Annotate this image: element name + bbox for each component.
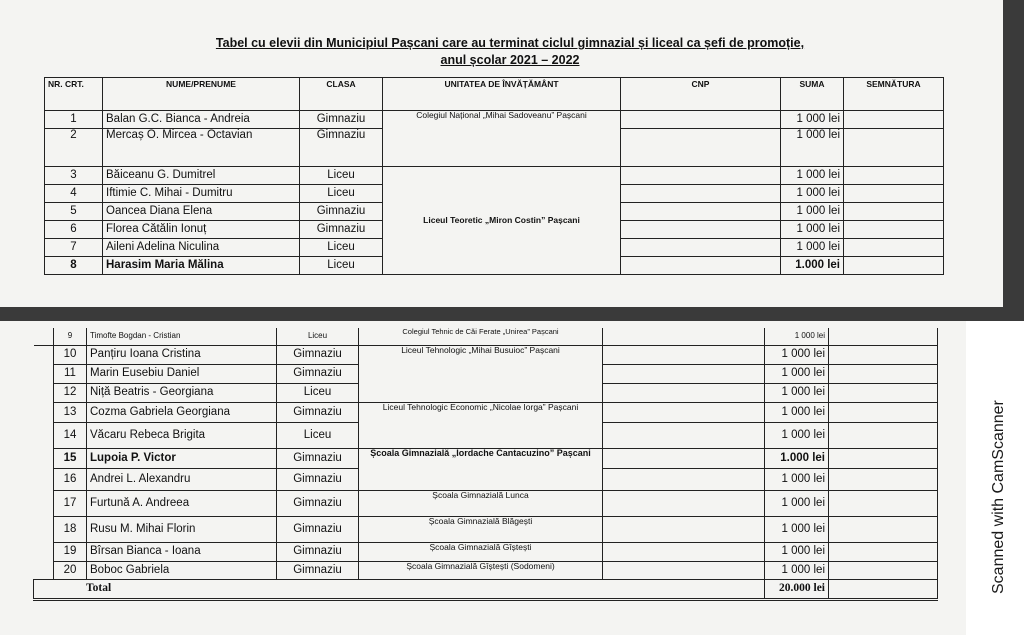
- row-suma: 1 000 lei: [781, 111, 844, 129]
- row-cnp: [621, 111, 781, 129]
- row-nr: 10: [54, 345, 87, 364]
- table-row: [34, 490, 938, 516]
- row-semnatura: [829, 402, 938, 422]
- row-clasa: Gimnaziu: [277, 561, 359, 579]
- document-subtitle: anul școlar 2021 – 2022: [440, 53, 580, 67]
- row-name: Niță Beatris - Georgiana: [87, 383, 277, 402]
- row-nr: 20: [54, 561, 87, 579]
- row-clasa: Gimnaziu: [300, 129, 383, 167]
- row-nr: 16: [54, 468, 87, 490]
- table-row: [34, 448, 938, 468]
- row-suma: 1 000 lei: [781, 185, 844, 203]
- row-semnatura: [844, 203, 944, 221]
- row-suma: 1 000 lei: [781, 221, 844, 239]
- row-suma: 1.000 lei: [765, 448, 829, 468]
- row-semnatura: [844, 129, 944, 167]
- row-cnp: [621, 221, 781, 239]
- row-suma: 1 000 lei: [765, 402, 829, 422]
- row-suma: 1 000 lei: [765, 328, 829, 345]
- row-cnp: [603, 468, 765, 490]
- row-nr: 11: [54, 364, 87, 383]
- row-name: Panțiru Ioana Cristina: [87, 345, 277, 364]
- table-row: [45, 111, 944, 129]
- row-semnatura: [844, 111, 944, 129]
- row-clasa: Gimnaziu: [277, 345, 359, 364]
- row-nr: 17: [54, 490, 87, 516]
- row-nr: 4: [45, 185, 103, 203]
- row-school: Liceul Tehnologic „Mihai Busuioc” Pașcani: [359, 345, 603, 402]
- header-cnp: CNP: [621, 78, 781, 111]
- row-name: Iftimie C. Mihai - Dumitru: [103, 185, 300, 203]
- row-clasa: Liceu: [300, 167, 383, 185]
- row-name: Timofte Bogdan - Cristian: [87, 328, 277, 345]
- table-row: [45, 167, 944, 185]
- row-cnp: [603, 402, 765, 422]
- row-clasa: Gimnaziu: [300, 221, 383, 239]
- row-suma: 1 000 lei: [765, 422, 829, 448]
- header-nr: NR. CRT.: [45, 78, 103, 111]
- row-cnp: [603, 542, 765, 561]
- row-clasa: Liceu: [300, 257, 383, 275]
- row-name: Rusu M. Mihai Florin: [87, 516, 277, 542]
- table-row-partial: [34, 328, 938, 345]
- row-name: Marin Eusebiu Daniel: [87, 364, 277, 383]
- row-name: Băiceanu G. Dumitrel: [103, 167, 300, 185]
- row-cnp: [603, 364, 765, 383]
- row-clasa: Liceu: [277, 422, 359, 448]
- row-suma: 1 000 lei: [765, 364, 829, 383]
- row-semnatura: [829, 345, 938, 364]
- row-name: Mercaș O. Mircea - Octavian: [103, 129, 300, 167]
- row-suma: 1.000 lei: [781, 257, 844, 275]
- table-row: [34, 345, 938, 364]
- row-name: Cozma Gabriela Georgiana: [87, 402, 277, 422]
- row-name: Balan G.C. Bianca - Andreia: [103, 111, 300, 129]
- row-cnp: [603, 561, 765, 579]
- row-school: Liceul Tehnologic Economic „Nicolae Iorga” Pașcani: [359, 402, 603, 448]
- row-school: Școala Gimnazială Gîștești: [359, 542, 603, 561]
- header-name: NUME/PRENUME: [103, 78, 300, 111]
- row-clasa: Gimnaziu: [277, 468, 359, 490]
- row-name: Furtună A. Andreea: [87, 490, 277, 516]
- row-nr: 12: [54, 383, 87, 402]
- row-clasa: Liceu: [277, 328, 359, 345]
- row-nr: 5: [45, 203, 103, 221]
- row-clasa: Gimnaziu: [277, 542, 359, 561]
- row-nr: 13: [54, 402, 87, 422]
- header-semnatura: SEMNĂTURA: [844, 78, 944, 111]
- row-name: Andrei L. Alexandru: [87, 468, 277, 490]
- row-semnatura: [844, 167, 944, 185]
- row-name: Harasim Maria Mălina: [103, 257, 300, 275]
- row-nr: 8: [45, 257, 103, 275]
- row-cnp: [603, 490, 765, 516]
- row-suma: 1 000 lei: [781, 129, 844, 167]
- students-table-top: [44, 77, 944, 275]
- row-cnp: [621, 167, 781, 185]
- row-semnatura: [829, 383, 938, 402]
- row-semnatura: [829, 468, 938, 490]
- row-semnatura: [844, 257, 944, 275]
- row-suma: 1 000 lei: [765, 561, 829, 579]
- header-suma: SUMA: [781, 78, 844, 111]
- row-nr: 19: [54, 542, 87, 561]
- header-unitate: UNITATEA DE ÎNVĂȚĂMÂNT: [383, 78, 621, 111]
- row-cnp: [621, 203, 781, 221]
- row-semnatura: [844, 185, 944, 203]
- row-suma: 1 000 lei: [781, 203, 844, 221]
- row-clasa: Gimnaziu: [277, 364, 359, 383]
- table-row: [34, 402, 938, 422]
- total-value: 20.000 lei: [765, 579, 829, 599]
- row-name: Oancea Diana Elena: [103, 203, 300, 221]
- row-school: Liceul Teoretic „Miron Costin” Pașcani: [383, 167, 621, 275]
- row-cnp: [621, 129, 781, 167]
- header-clasa: CLASA: [300, 78, 383, 111]
- row-suma: 1 000 lei: [765, 542, 829, 561]
- row-cnp: [603, 383, 765, 402]
- row-nr: 2: [45, 129, 103, 167]
- page-bottom: [0, 321, 966, 635]
- table-row: [34, 542, 938, 561]
- row-suma: 1 000 lei: [781, 239, 844, 257]
- row-school: Școala Gimnazială Gîștești (Sodomeni): [359, 561, 603, 579]
- row-name: Bîrsan Bianca - Ioana: [87, 542, 277, 561]
- camscanner-watermark: Scanned with CamScanner: [990, 400, 1007, 594]
- row-cnp: [621, 239, 781, 257]
- row-nr: 14: [54, 422, 87, 448]
- row-semnatura: [829, 516, 938, 542]
- row-clasa: Gimnaziu: [277, 490, 359, 516]
- document-title: Tabel cu elevii din Municipiul Pașcani care au terminat ciclul gimnazial și liceal ca șefi de promoție,: [215, 36, 805, 50]
- students-table-bottom: [33, 328, 938, 601]
- row-semnatura: [829, 422, 938, 448]
- row-semnatura: [829, 561, 938, 579]
- row-name: Lupoia P. Victor: [87, 448, 277, 468]
- row-nr: 15: [54, 448, 87, 468]
- row-suma: 1 000 lei: [765, 490, 829, 516]
- row-suma: 1 000 lei: [765, 468, 829, 490]
- table-row: [34, 561, 938, 579]
- row-clasa: Liceu: [277, 383, 359, 402]
- row-nr: 9: [54, 328, 87, 345]
- row-cnp: [603, 345, 765, 364]
- row-semnatura: [844, 239, 944, 257]
- row-nr: 7: [45, 239, 103, 257]
- row-school: Școala Gimnazială Lunca: [359, 490, 603, 516]
- total-label: Total: [34, 579, 765, 599]
- row-clasa: Gimnaziu: [300, 111, 383, 129]
- row-clasa: Gimnaziu: [300, 203, 383, 221]
- row-suma: 1 000 lei: [765, 516, 829, 542]
- row-semnatura: [829, 364, 938, 383]
- row-semnatura: [829, 448, 938, 468]
- row-nr: 3: [45, 167, 103, 185]
- row-name: Văcaru Rebeca Brigita: [87, 422, 277, 448]
- row-cnp: [603, 516, 765, 542]
- table-header-row: [45, 78, 944, 111]
- row-school: Colegiul Național „Mihai Sadoveanu” Pașcani: [383, 111, 621, 167]
- row-cnp: [621, 185, 781, 203]
- row-clasa: Gimnaziu: [277, 448, 359, 468]
- row-cnp: [603, 448, 765, 468]
- total-row: [34, 579, 938, 599]
- table-row: [34, 516, 938, 542]
- row-nr: 18: [54, 516, 87, 542]
- row-nr: 1: [45, 111, 103, 129]
- row-school: Școala Gimnazială „Iordache Cantacuzino” Pașcani: [359, 448, 603, 490]
- row-school: Colegiul Tehnic de Căi Ferate „Unirea” Pașcani: [359, 328, 603, 345]
- row-clasa: Liceu: [300, 239, 383, 257]
- row-suma: 1 000 lei: [765, 345, 829, 364]
- row-name: Florea Cătălin Ionuț: [103, 221, 300, 239]
- row-semnatura: [829, 542, 938, 561]
- row-name: Aileni Adelina Niculina: [103, 239, 300, 257]
- row-cnp: [603, 422, 765, 448]
- row-semnatura: [829, 490, 938, 516]
- row-suma: 1 000 lei: [781, 167, 844, 185]
- row-nr: 6: [45, 221, 103, 239]
- row-semnatura: [844, 221, 944, 239]
- row-clasa: Liceu: [300, 185, 383, 203]
- row-school: Școala Gimnazială Blăgești: [359, 516, 603, 542]
- row-clasa: Gimnaziu: [277, 516, 359, 542]
- row-suma: 1 000 lei: [765, 383, 829, 402]
- row-clasa: Gimnaziu: [277, 402, 359, 422]
- row-name: Boboc Gabriela: [87, 561, 277, 579]
- page-top: [0, 0, 1003, 307]
- row-cnp: [621, 257, 781, 275]
